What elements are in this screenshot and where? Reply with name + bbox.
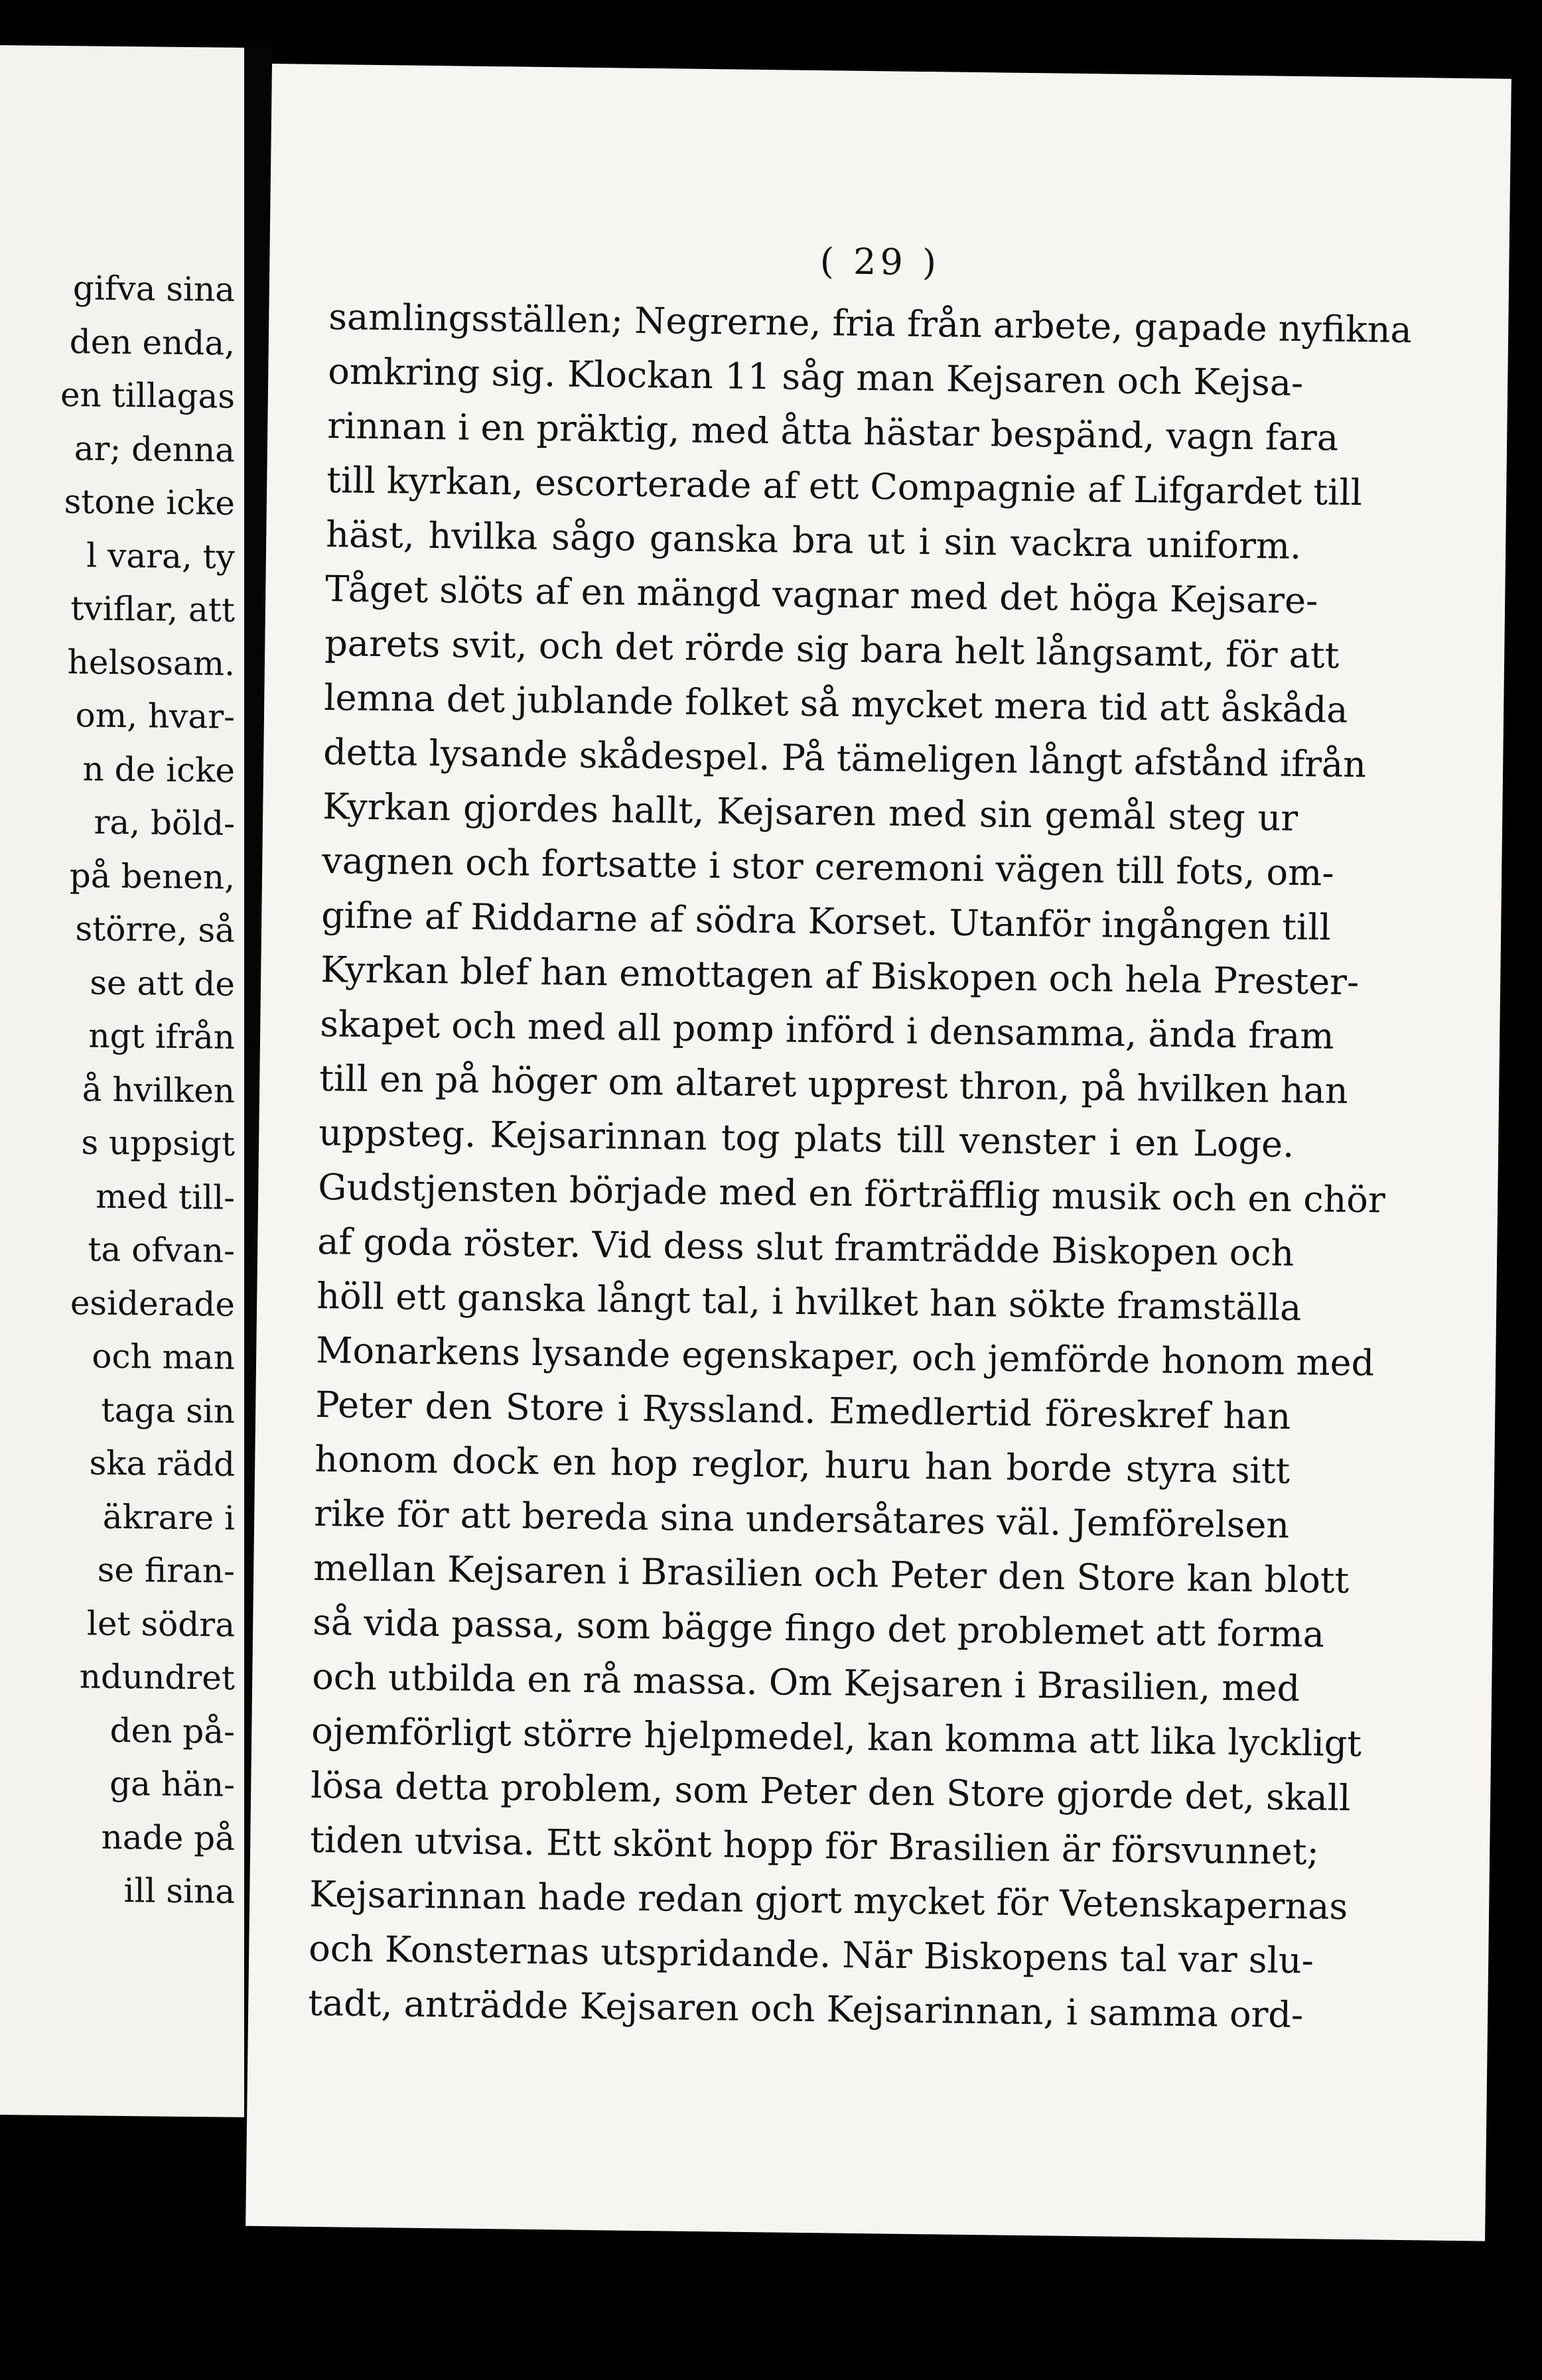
left-page-line: den enda,: [69, 322, 235, 363]
left-page-line: ar; denna: [74, 429, 235, 470]
text-line: skapet och med all pomp införd i densamma, ända fram: [319, 1002, 1334, 1057]
text-line: rike för att bereda sina undersåtares väl. Jemförelsen: [313, 1492, 1290, 1546]
left-page-line: stone icke: [64, 482, 235, 523]
text-line: ojemförligt större hjelpmedel, kan komma att lika lyckligt: [311, 1709, 1362, 1765]
left-page-line: äkrare i: [102, 1497, 235, 1538]
left-page-line: ska rädd: [89, 1443, 235, 1484]
left-page-line: let södra: [86, 1603, 235, 1644]
text-line: Kejsarinnan hade redan gjort mycket för Vetenskapernas: [309, 1873, 1348, 1928]
text-line: höll ett ganska långt tal, i hvilket han sökte framställa: [316, 1274, 1302, 1329]
left-page-line: taga sin: [101, 1390, 235, 1431]
text-line: mellan Kejsaren i Brasilien och Peter den Store kan blott: [313, 1546, 1350, 1601]
left-page-line: tviflar, att: [70, 589, 235, 629]
left-page-line: och man: [92, 1337, 235, 1377]
left-page-line: större, så: [75, 909, 235, 950]
left-page-line: nade på: [101, 1818, 235, 1858]
left-page-fragment: [0, 45, 244, 2117]
right-page: [245, 64, 1511, 2241]
text-line: honom dock en hop reglor, huru han borde styra sitt: [314, 1437, 1291, 1492]
left-page-line: gifva sina: [72, 269, 235, 309]
text-line: lösa detta problem, som Peter den Store gjorde det, skall: [310, 1764, 1351, 1819]
left-page-line: s uppsigt: [81, 1123, 235, 1163]
text-line: Tåget slöts af en mängd vagnar med det höga Kejsare-: [324, 568, 1318, 622]
text-line: parets svit, och det rörde sig bara helt långsamt, för att: [324, 622, 1340, 677]
left-page-line: n de icke: [82, 749, 235, 790]
text-line: Peter den Store i Ryssland. Emedlertid föreskref han: [315, 1383, 1291, 1437]
left-page-line: en tillagas: [60, 375, 235, 416]
text-line: detta lysande skådespel. På tämeligen långt afstånd ifrån: [322, 731, 1367, 786]
page-number: ( 29 ): [819, 240, 941, 284]
text-line: tiden utvisa. Ett skönt hopp för Brasilien är försvunnet;: [309, 1818, 1320, 1873]
left-page-line: ill sina: [123, 1871, 235, 1911]
left-page-line: ngt ifrån: [88, 1016, 235, 1057]
left-page-line: om, hvar-: [75, 696, 235, 736]
text-line: Gudstjensten började med en förträfflig musik och en chör: [317, 1165, 1386, 1221]
text-line: af goda röster. Vid dess slut framträdde Biskopen och: [316, 1220, 1295, 1274]
left-page-line: se att de: [90, 962, 235, 1004]
text-line: och utbilda en rå massa. Om Kejsaren i Brasilien, med: [311, 1655, 1300, 1710]
text-line: Kyrkan gjordes hallt, Kejsaren med sin gemål steg ur: [322, 785, 1298, 839]
text-line: rinnan i en präktig, med åtta hästar bespänd, vagn fara: [326, 405, 1339, 459]
text-line: samlingsställen; Negrerne, fria från arbete, gapade nyfikna: [328, 296, 1413, 352]
text-line: häst, hvilka sågo ganska bra ut i sin vackra uniform.: [325, 513, 1302, 568]
left-page-line: å hvilken: [82, 1069, 235, 1110]
left-page-line: ta ofvan-: [88, 1230, 235, 1270]
text-line: och Konsternas utspridande. När Biskopens tal var slu-: [308, 1927, 1314, 1982]
left-page-line: på benen,: [69, 856, 235, 897]
text-line: gifne af Riddarne af södra Korset. Utanför ingången till: [320, 894, 1332, 949]
text-line: så vida passa, som bägge fingo det problemet att forma: [312, 1601, 1325, 1656]
text-line: tadt, anträdde Kejsaren och Kejsarinnan, i samma ord-: [307, 1981, 1304, 2036]
left-page-line: den på-: [109, 1711, 235, 1751]
text-line: uppsteg. Kejsarinnan tog plats till venster i en Loge.: [318, 1111, 1295, 1165]
left-page-line: med till-: [96, 1177, 235, 1217]
left-page-line: ndundret: [79, 1657, 235, 1697]
left-page-line: se firan-: [97, 1550, 235, 1591]
text-line: omkring sig. Klockan 11 såg man Kejsaren och Kejsa-: [327, 350, 1304, 405]
text-line: Monarkens lysande egenskaper, och jemförde honom med: [315, 1329, 1375, 1384]
left-page-line: ga hän-: [109, 1764, 235, 1804]
text-line: lemna det jublande folket så mycket mera tid att åskåda: [323, 677, 1348, 731]
text-line: Kyrkan blef han emottagen af Biskopen och hela Prester-: [320, 949, 1360, 1004]
text-line: till en på höger om altaret upprest thron, på hvilken han: [318, 1057, 1349, 1112]
text-line: vagnen och fortsatte i stor ceremoni vägen till fots, om-: [321, 840, 1334, 894]
text-line: till kyrkan, escorterade af ett Compagnie af Lifgardet till: [326, 459, 1363, 514]
left-page-line: helsosam.: [67, 642, 235, 683]
left-page-line: l vara, ty: [86, 535, 235, 576]
left-page-line: ra, böld-: [94, 803, 235, 843]
left-page-line: esiderade: [70, 1283, 235, 1324]
body-text: [307, 290, 1413, 2042]
